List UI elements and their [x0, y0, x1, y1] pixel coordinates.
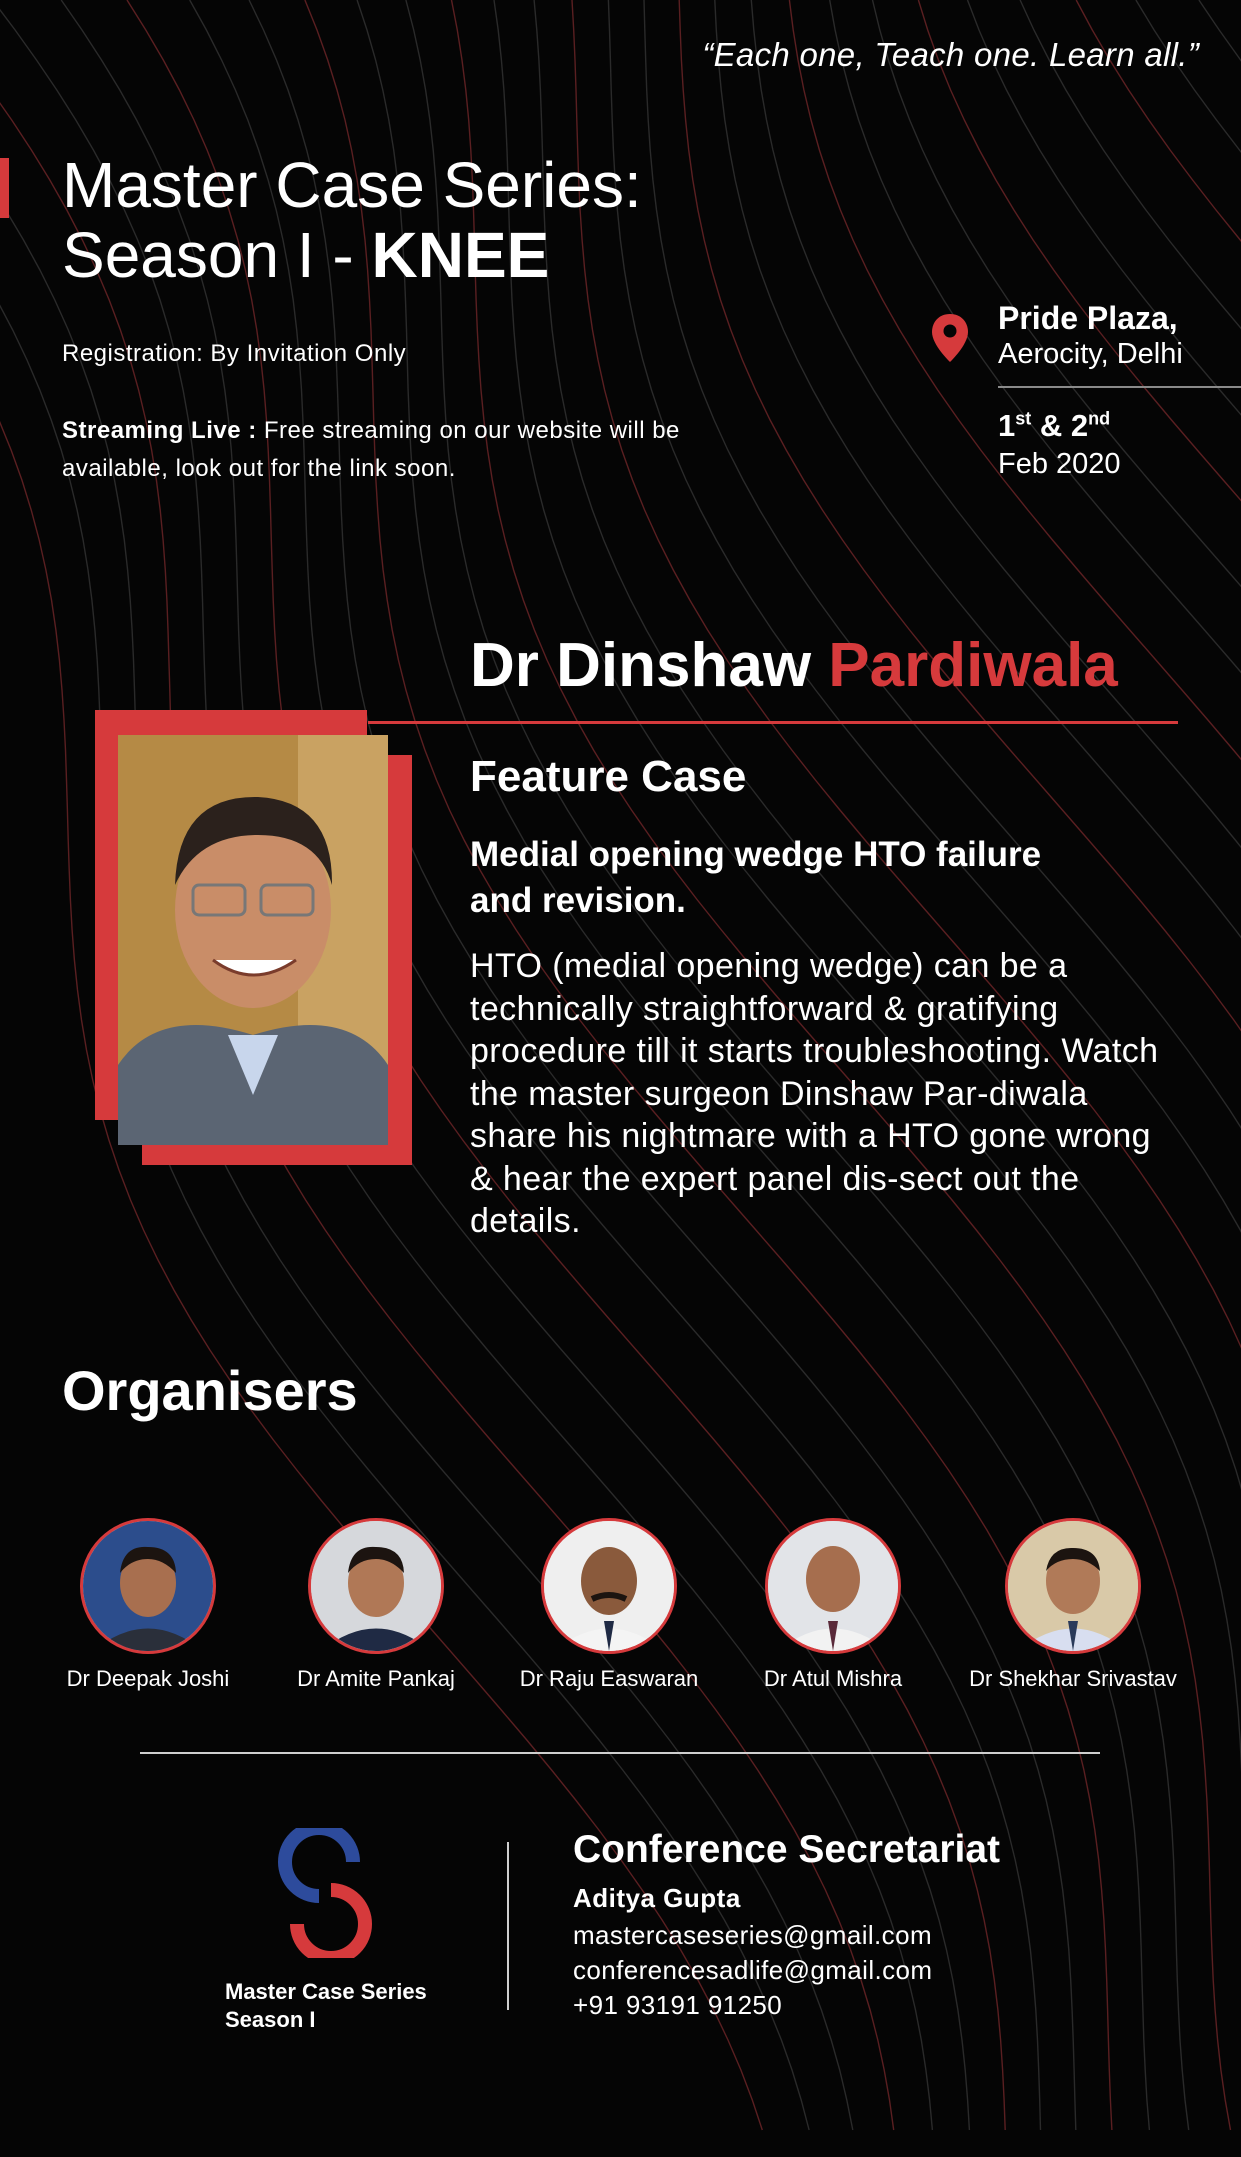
- event-title-topic: KNEE: [371, 219, 550, 291]
- event-title: [62, 150, 642, 290]
- speaker-last-name: Pardiwala: [828, 631, 1118, 700]
- accent-bar: [0, 158, 9, 218]
- series-logo-icon: [275, 1828, 375, 1958]
- organiser-card: [246, 1518, 506, 1692]
- avatar: [1005, 1518, 1141, 1654]
- registration-info: Registration: By Invitation Only: [62, 340, 407, 367]
- organiser-card: [18, 1518, 278, 1692]
- secretariat-email-2[interactable]: conferencesadlife@gmail.com: [573, 1955, 933, 1985]
- speaker-photo: [118, 735, 388, 1145]
- event-title-line1: Master Case Series:: [62, 149, 642, 221]
- avatar: [765, 1518, 901, 1654]
- speaker-name: [470, 630, 1118, 701]
- streaming-label: Streaming Live :: [62, 417, 257, 444]
- tagline-quote: “Each one, Teach one. Learn all.”: [702, 36, 1199, 73]
- avatar: [80, 1518, 216, 1654]
- speaker-portrait-icon: [118, 735, 388, 1145]
- organiser-name: Dr Shekhar Srivastav: [969, 1666, 1177, 1691]
- speaker-underline: [368, 721, 1178, 724]
- logo-line1: Master Case Series: [225, 1979, 427, 2004]
- streaming-text: Free streaming on our website will be available, look out for the link soon.: [62, 417, 680, 482]
- venue-name: Pride Plaza,: [998, 300, 1178, 336]
- organiser-card: [479, 1518, 739, 1692]
- organiser-name: Dr Deepak Joshi: [66, 1666, 230, 1691]
- secretariat-heading: Conference Secretariat: [573, 1828, 1001, 1871]
- secretariat-email-1[interactable]: mastercaseseries@gmail.com: [573, 1920, 933, 1950]
- organisers-heading: Organisers: [62, 1359, 358, 1422]
- avatar: [308, 1518, 444, 1654]
- logo-line2: Season I: [225, 2007, 316, 2032]
- speaker-first-name: Dr Dinshaw: [470, 631, 829, 700]
- event-title-season: Season I -: [62, 219, 372, 291]
- venue-city: Aerocity, Delhi: [998, 338, 1183, 370]
- case-title: Medial opening wedge HTO failure and revision.: [470, 835, 1042, 920]
- venue-divider: [998, 386, 1241, 388]
- avatar: [541, 1518, 677, 1654]
- secretariat-phone[interactable]: +91 93191 91250: [573, 1990, 783, 2020]
- location-pin-icon: [930, 312, 970, 364]
- event-title-line2: [62, 220, 642, 290]
- organiser-card: [943, 1518, 1203, 1692]
- organiser-name: Dr Atul Mishra: [763, 1666, 903, 1691]
- organiser-name: Dr Raju Easwaran: [519, 1666, 699, 1691]
- feature-case-heading: Feature Case: [470, 752, 747, 801]
- footer-vertical-divider: [507, 1842, 509, 2010]
- event-month-year: Feb 2020: [998, 448, 1121, 480]
- case-description: HTO (medial opening wedge) can be a technically straightforward & gratifying procedure till it starts troubleshooting. Watch the master surgeon Dinshaw Par-diwala share his nightmare with a HTO gone wrong & hear the expert panel dis-sect out the details.: [470, 947, 1159, 1240]
- organiser-name: Dr Amite Pankaj: [297, 1666, 455, 1691]
- section-divider: [140, 1752, 1100, 1754]
- logo-caption: [225, 1978, 427, 2034]
- event-days: 1st & 2nd: [998, 408, 1111, 443]
- secretariat-contact-name: Aditya Gupta: [573, 1883, 741, 1913]
- streaming-info: [62, 412, 702, 488]
- organiser-card: [703, 1518, 963, 1692]
- wave-line: [1199, 0, 1241, 2130]
